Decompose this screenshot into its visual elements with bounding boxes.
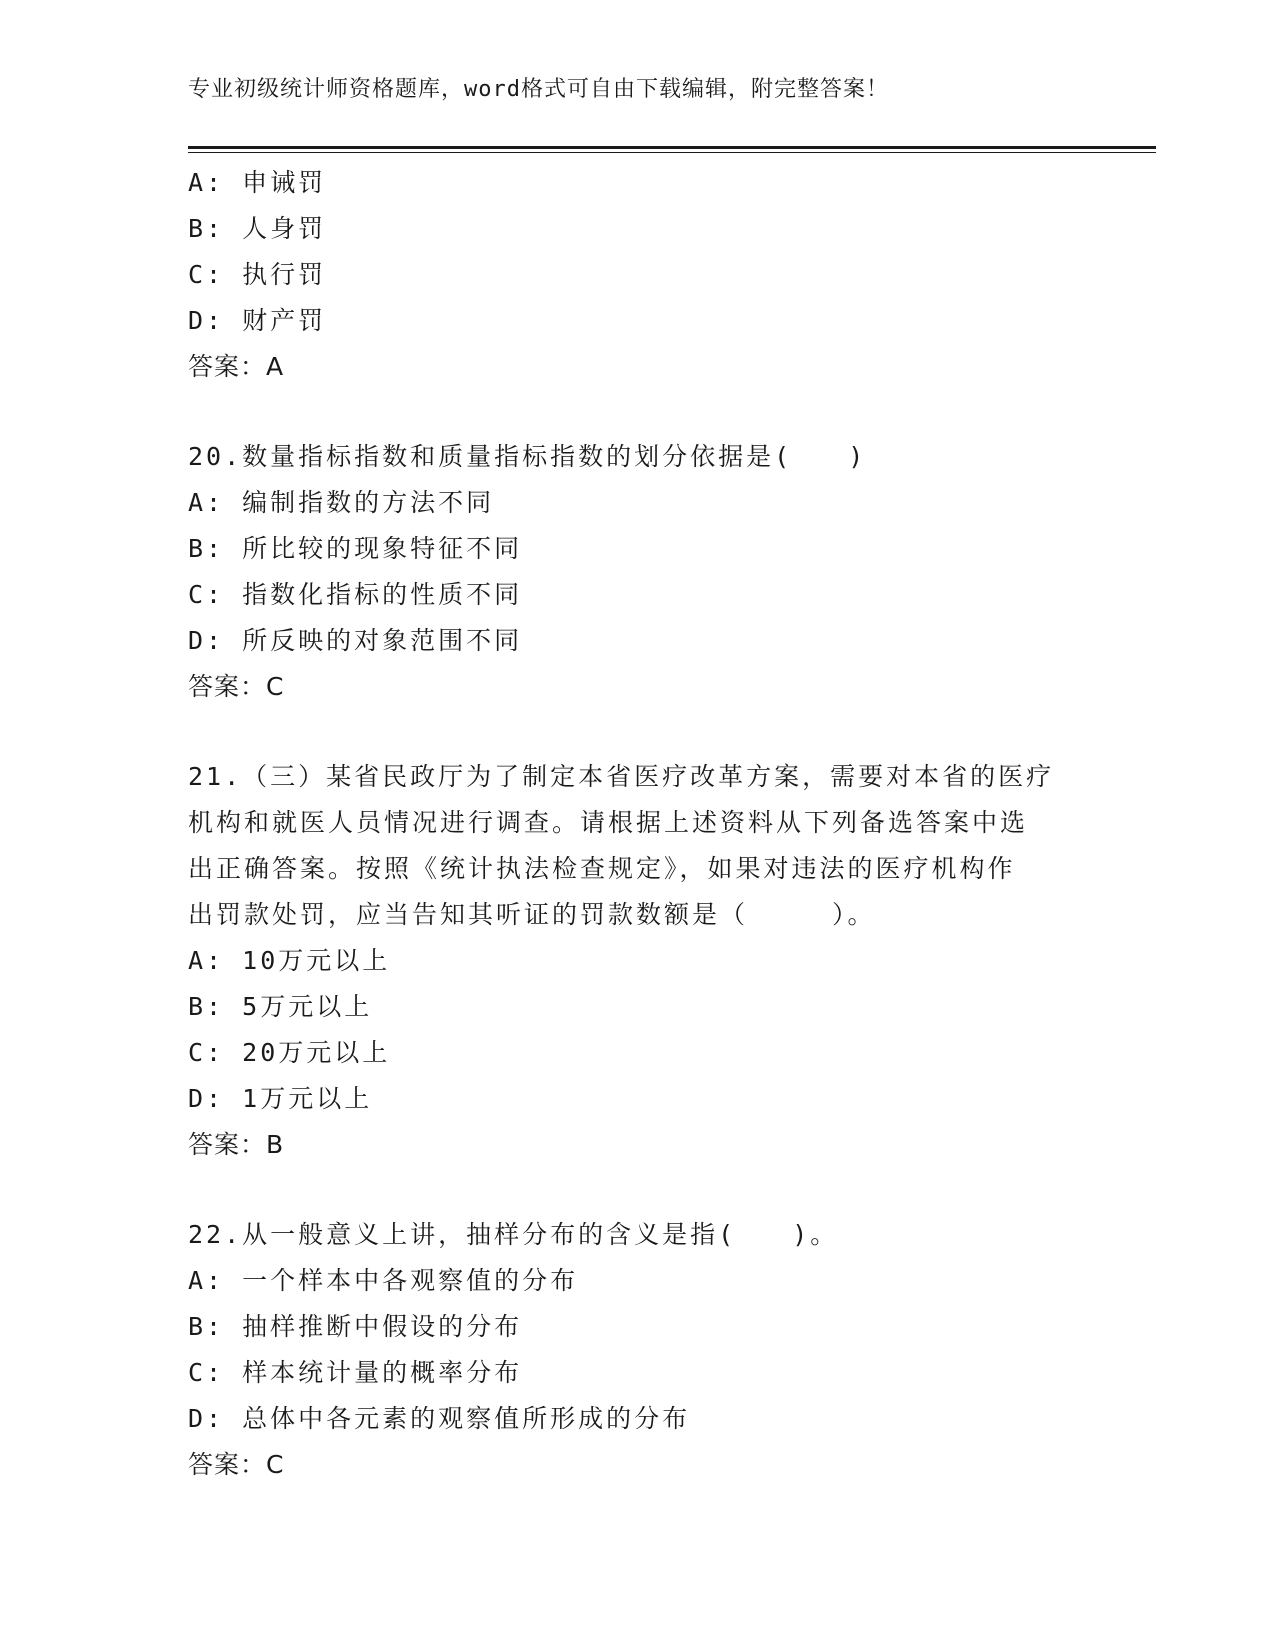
option-d: D: 所反映的对象范围不同 <box>188 626 523 655</box>
option-d: D: 1万元以上 <box>188 1084 373 1113</box>
question-20 <box>188 434 1088 710</box>
answer: 答案：B <box>188 1130 285 1159</box>
answer: 答案：C <box>188 672 285 701</box>
option-a: A: 编制指数的方法不同 <box>188 488 495 517</box>
option-a: A: 一个样本中各观察值的分布 <box>188 1266 579 1295</box>
question-stem-line: 出罚款处罚，应当告知其听证的罚款数额是（ ）。 <box>188 900 876 929</box>
question-stem: 22.从一般意义上讲，抽样分布的含义是指( )。 <box>188 1220 839 1249</box>
option-d: D: 总体中各元素的观察值所形成的分布 <box>188 1404 691 1433</box>
option-b: B: 所比较的现象特征不同 <box>188 534 523 563</box>
option-b: B: 抽样推断中假设的分布 <box>188 1312 523 1341</box>
option-b: B: 5万元以上 <box>188 992 373 1021</box>
option-a: A: 10万元以上 <box>188 946 391 975</box>
question-19 <box>188 160 1088 390</box>
question-stem-line: 21.（三）某省民政厅为了制定本省医疗改革方案，需要对本省的医疗 <box>188 762 1055 791</box>
option-c: C: 20万元以上 <box>188 1038 391 1067</box>
option-c: C: 执行罚 <box>188 260 327 289</box>
question-21 <box>188 754 1088 1168</box>
option-c: C: 指数化指标的性质不同 <box>188 580 523 609</box>
question-22 <box>188 1212 1088 1488</box>
question-stem: 20.数量指标指数和质量指标指数的划分依据是( ) <box>188 442 867 471</box>
answer: 答案：A <box>188 352 285 381</box>
option-d: D: 财产罚 <box>188 306 327 335</box>
question-list <box>188 160 1088 1488</box>
question-stem-line: 机构和就医人员情况进行调查。请根据上述资料从下列备选答案中选 <box>188 808 1029 837</box>
option-b: B: 人身罚 <box>188 214 327 243</box>
header-rule-thick <box>188 146 1156 149</box>
header-rule-thin <box>188 152 1156 153</box>
question-stem-line: 出正确答案。按照《统计执法检查规定》，如果对违法的医疗机构作 <box>188 854 1016 883</box>
page-header: 专业初级统计师资格题库，word格式可自由下载编辑，附完整答案！ <box>188 77 889 102</box>
answer: 答案：C <box>188 1450 285 1479</box>
option-c: C: 样本统计量的概率分布 <box>188 1358 523 1387</box>
option-a: A: 申诫罚 <box>188 168 327 197</box>
